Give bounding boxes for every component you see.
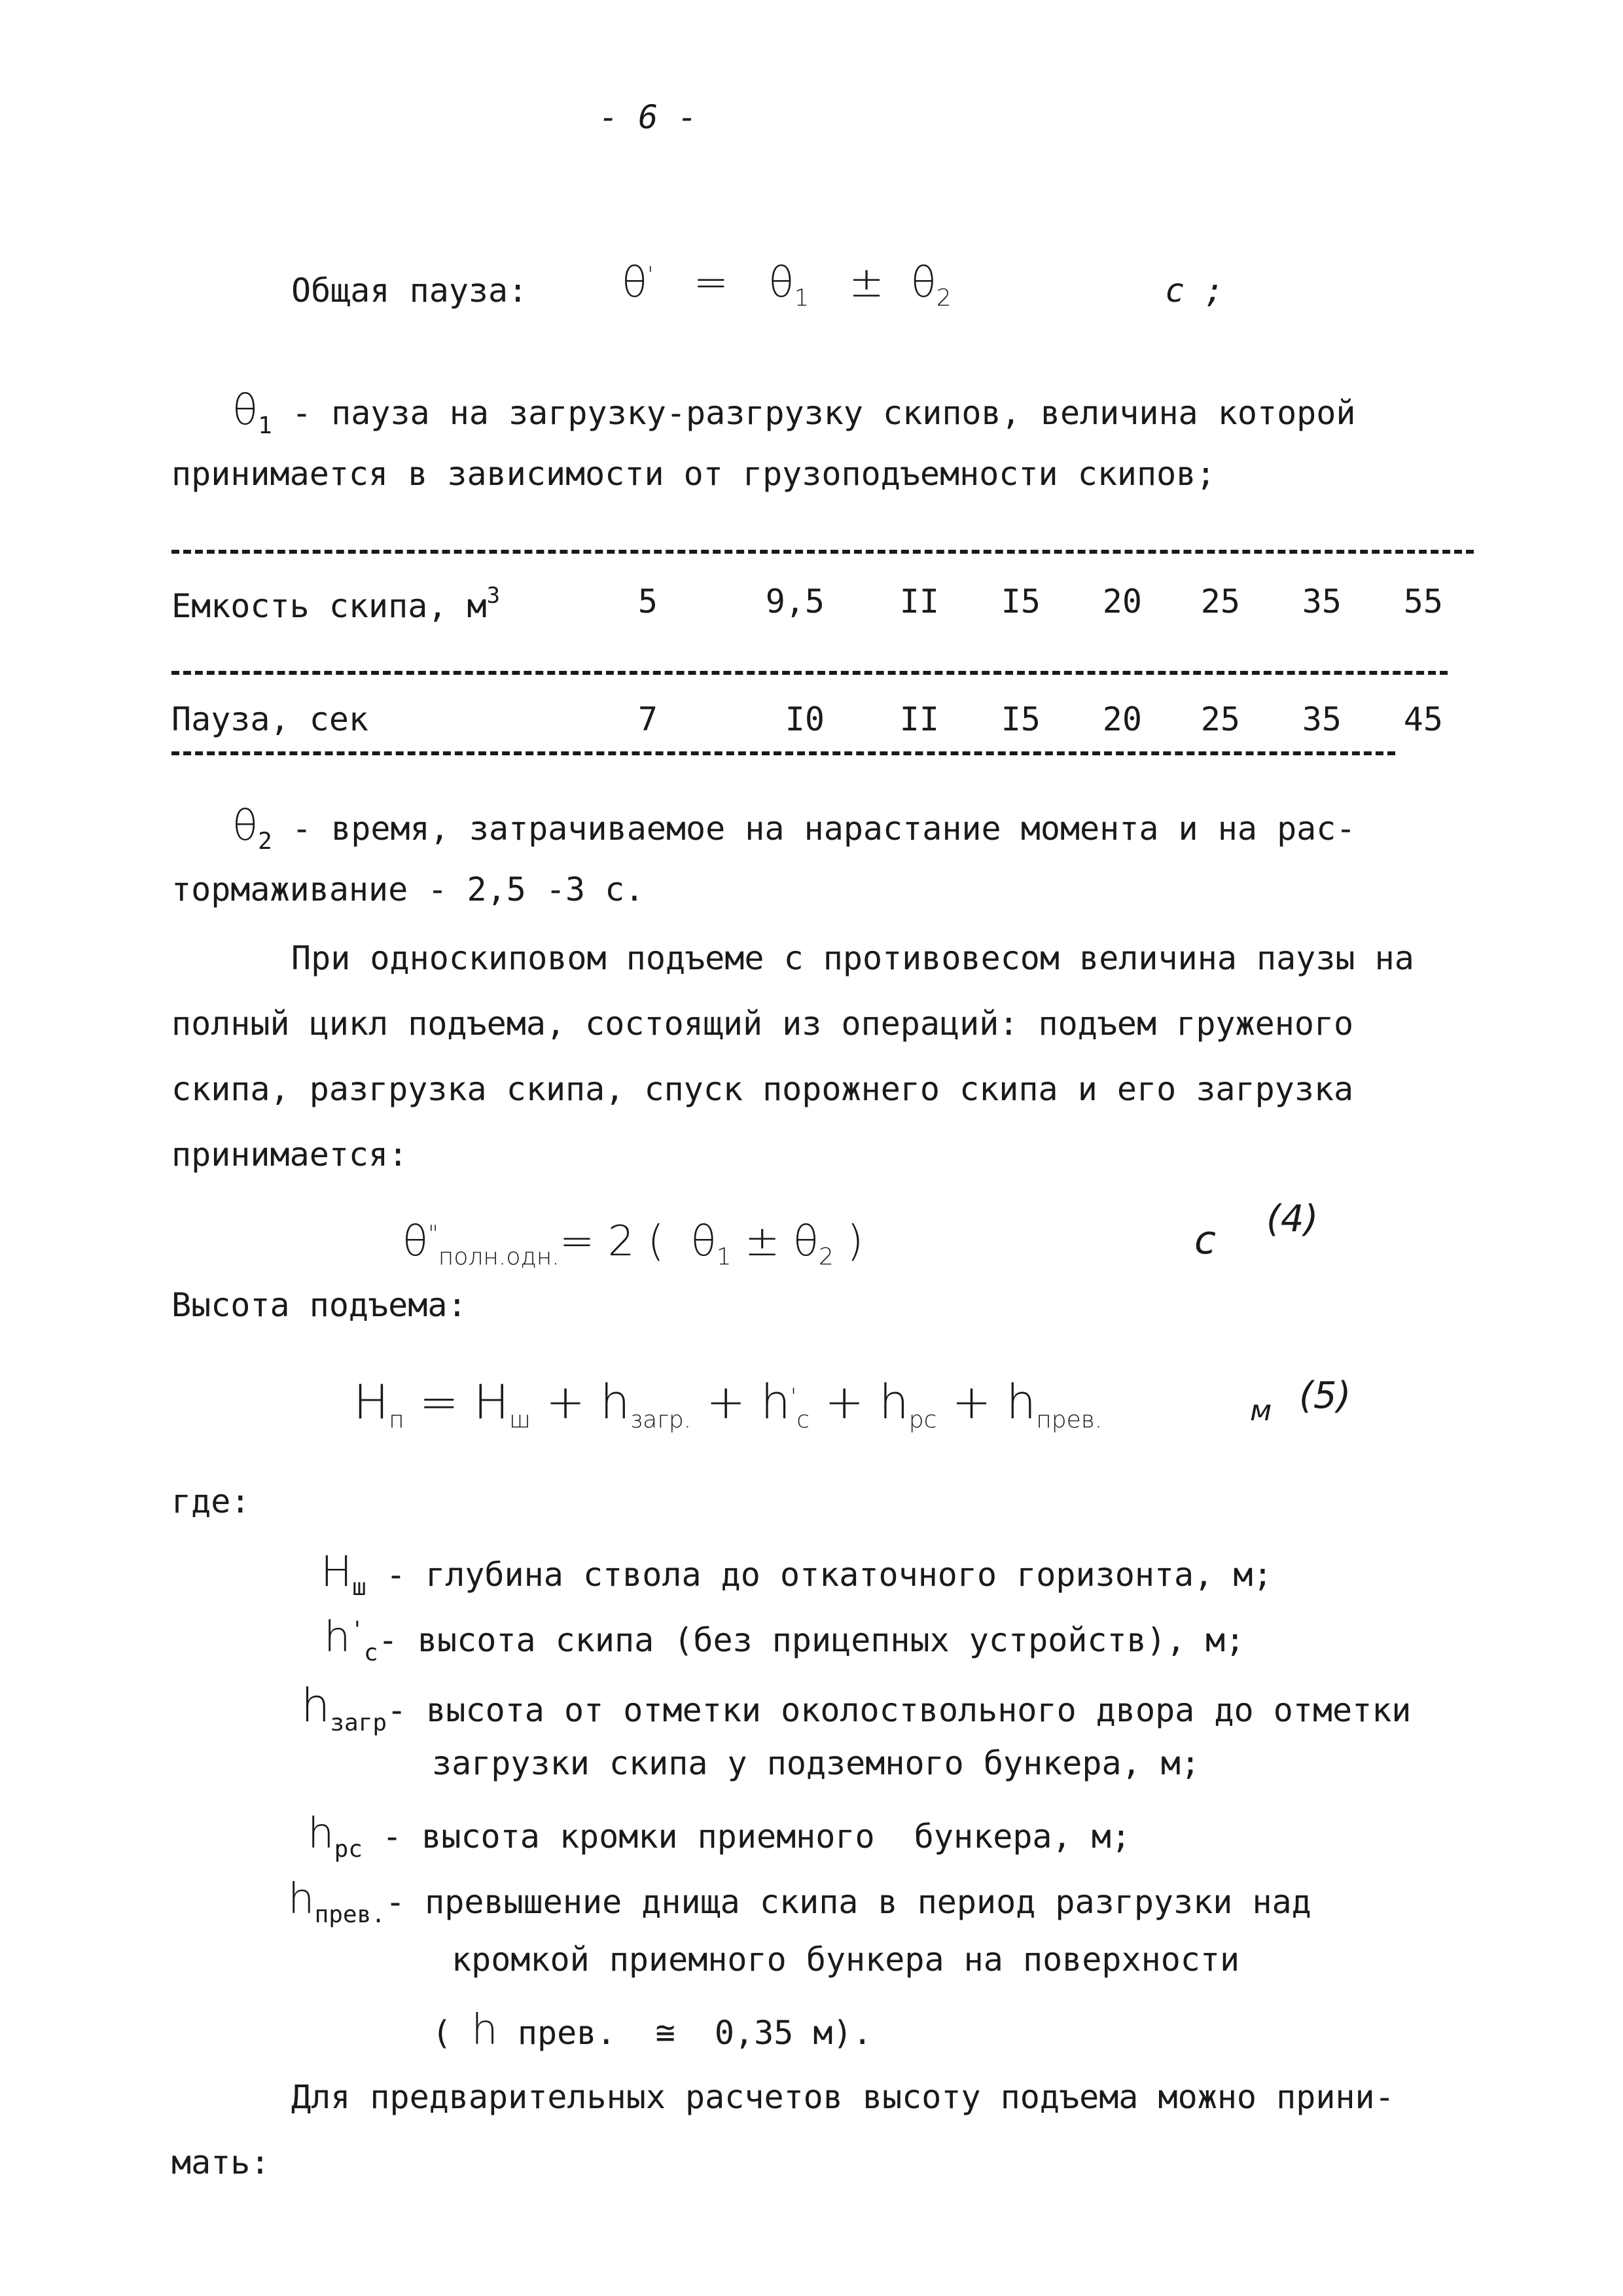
table-cell: 35 bbox=[1302, 700, 1342, 738]
table-cell: II bbox=[899, 700, 939, 738]
definition-item: $h_{рс}$ - высота кромки приемного бункера, м; bbox=[308, 1810, 1131, 1863]
formula-5-number: (5) bbox=[1299, 1374, 1351, 1417]
table-cell: 20 bbox=[1102, 583, 1142, 620]
height-label: Высота подъема: bbox=[171, 1286, 467, 1324]
table-bottom-rule bbox=[171, 751, 1395, 755]
formula-5: $H_п = H_ш + h_{загр.} + h'_с + h_{рс} + h_{прев.}$ bbox=[353, 1374, 1103, 1433]
table-cell: 25 bbox=[1200, 700, 1240, 738]
table-cell: 20 bbox=[1102, 700, 1142, 738]
paragraph-line: полный цикл подъема, состоящий из операций: подъем груженого bbox=[171, 1005, 1354, 1043]
definition-item: $h_{загр}-$ высота от отметки околоствольного двора до отметки bbox=[301, 1679, 1412, 1736]
total-pause-formula: θ' = $\theta_1$ ± $\theta_2$ bbox=[622, 259, 952, 312]
definition-item: $H_ш$ - глубина ствола до откаточного горизонта, м; bbox=[321, 1548, 1273, 1601]
table-cell: 35 bbox=[1302, 583, 1342, 620]
table-cell: I5 bbox=[1001, 583, 1041, 620]
table-row-pause-label: Пауза, сек bbox=[171, 700, 369, 738]
paragraph-line: скипа, разгрузка скипа, спуск порожнего скипа и его загрузка bbox=[171, 1070, 1354, 1108]
definition-item-continued: загрузки скипа у подземного бункера, м; bbox=[432, 1744, 1200, 1782]
approx-value: ( h прев. ≅ 0,35 м). bbox=[432, 2006, 872, 2054]
page-number: - 6 - bbox=[599, 98, 698, 136]
definition-item: $h_{прев.}-$ превышение днища скипа в период разгрузки над bbox=[288, 1875, 1311, 1928]
table-cell: 25 bbox=[1200, 583, 1240, 620]
definition-item-continued: кромкой приемного бункера на поверхности bbox=[452, 1941, 1240, 1979]
paragraph-line: При односкиповом подъеме с противовесом величина паузы на bbox=[291, 939, 1414, 977]
formula-5-unit: м bbox=[1250, 1394, 1272, 1427]
total-pause-label: Общая пауза: bbox=[291, 272, 528, 310]
formula-4: $\theta^"_{полн.одн.}= 2$ ( $\theta_1 \pm \theta_2$ ) bbox=[402, 1217, 864, 1270]
table-cell: 9,5 bbox=[765, 583, 825, 620]
theta1-definition-line2: принимается в зависимости от грузоподъемности скипов; bbox=[171, 455, 1216, 493]
table-row-capacity-label: Емкость скипа, $м^3$ bbox=[171, 583, 501, 625]
table-top-rule bbox=[171, 550, 1474, 554]
table-cell: 55 bbox=[1403, 583, 1443, 620]
closing-line: Для предварительных расчетов высоту подъема можно прини- bbox=[291, 2078, 1395, 2116]
closing-line: мать: bbox=[171, 2144, 270, 2181]
table-cell: 7 bbox=[637, 700, 658, 738]
theta1-definition: $\theta_1$ - пауза на загрузку-разгрузку скипов, величина которой bbox=[232, 386, 1356, 439]
table-cell: I0 bbox=[785, 700, 825, 738]
table-cell: I5 bbox=[1001, 700, 1041, 738]
theta2-definition-line2: тормаживание - 2,5 -3 с. bbox=[171, 870, 645, 908]
total-pause-unit: с ; bbox=[1165, 272, 1224, 310]
formula-4-unit: с bbox=[1194, 1217, 1216, 1263]
paragraph-line: принимается: bbox=[171, 1136, 408, 1174]
formula-4-number: (4) bbox=[1266, 1198, 1319, 1240]
table-middle-rule bbox=[171, 671, 1448, 675]
table-cell: 45 bbox=[1403, 700, 1443, 738]
table-cell: II bbox=[899, 583, 939, 620]
where-label: где: bbox=[171, 1482, 251, 1520]
definition-item: $h'_с-$ высота скипа (без прицепных устройств), м; bbox=[324, 1613, 1245, 1666]
theta2-definition: $\theta_2$ - время, затрачиваемое на нарастание момента и на рас- bbox=[232, 802, 1356, 855]
table-cell: 5 bbox=[637, 583, 658, 620]
